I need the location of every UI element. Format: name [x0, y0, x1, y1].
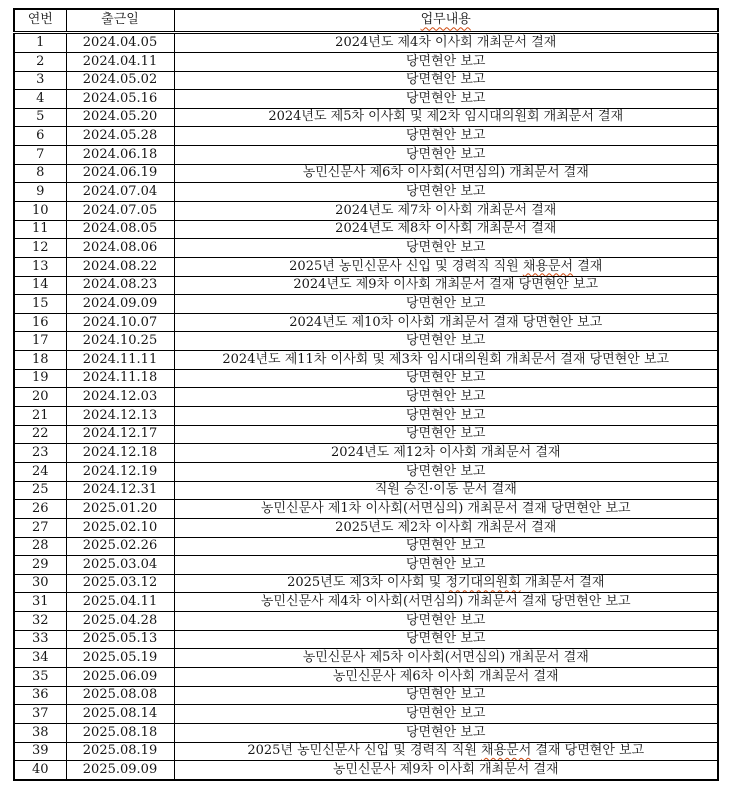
cell-date: 2025.08.14 [66, 705, 174, 724]
cell-no: 34 [14, 649, 66, 668]
table-row [14, 52, 718, 71]
cell-date: 2025.04.11 [66, 593, 174, 612]
cell-no: 11 [14, 220, 66, 239]
table-row [14, 239, 718, 258]
spellcheck-underlined-word: 채용문서 [522, 258, 574, 274]
cell-no: 39 [14, 742, 66, 761]
cell-task: 직원 승진·이동 문서 결재 [174, 481, 718, 500]
table-row [14, 742, 718, 761]
table-header [14, 9, 718, 33]
cell-date: 2025.02.10 [66, 518, 174, 537]
cell-date: 2025.06.09 [66, 668, 174, 687]
table-row [14, 33, 718, 53]
cell-no: 36 [14, 686, 66, 705]
table-row [14, 257, 718, 276]
cell-no: 14 [14, 276, 66, 295]
cell-no: 12 [14, 239, 66, 258]
cell-no: 4 [14, 90, 66, 109]
cell-no: 32 [14, 612, 66, 631]
cell-task: 당면현안 보고 [174, 71, 718, 90]
cell-task: 당면현안 보고 [174, 183, 718, 202]
cell-task: 2024년도 제8차 이사회 개최문서 결재 [174, 220, 718, 239]
cell-date: 2025.08.18 [66, 723, 174, 742]
cell-no: 2 [14, 52, 66, 71]
cell-no: 20 [14, 388, 66, 407]
cell-task: 2025년도 제2차 이사회 개최문서 결재 [174, 518, 718, 537]
table-row [14, 388, 718, 407]
table-row [14, 201, 718, 220]
cell-task: 당면현안 보고 [174, 127, 718, 146]
table-row [14, 276, 718, 295]
cell-no: 30 [14, 574, 66, 593]
cell-date: 2024.08.23 [66, 276, 174, 295]
table-row [14, 500, 718, 519]
cell-task: 당면현안 보고 [174, 723, 718, 742]
cell-task: 당면현안 보고 [174, 388, 718, 407]
cell-task: 농민신문사 제4차 이사회(서면심의) 개최문서 결재 당면현안 보고 [174, 593, 718, 612]
table-row [14, 462, 718, 481]
cell-date: 2024.09.09 [66, 295, 174, 314]
table-row [14, 127, 718, 146]
cell-date: 2024.05.20 [66, 108, 174, 127]
cell-date: 2024.05.02 [66, 71, 174, 90]
table-row [14, 425, 718, 444]
cell-date: 2024.10.07 [66, 313, 174, 332]
col-header-task [174, 9, 718, 33]
cell-date: 2024.05.28 [66, 127, 174, 146]
cell-task: 당면현안 보고 [174, 630, 718, 649]
cell-no: 1 [14, 33, 66, 53]
cell-no: 19 [14, 369, 66, 388]
cell-task: 2024년도 제10차 이사회 개최문서 결재 당면현안 보고 [174, 313, 718, 332]
cell-task: 2025년 농민신문사 신입 및 경력직 직원 채용문서 결재 [174, 257, 718, 276]
cell-task: 당면현안 보고 [174, 686, 718, 705]
table-row [14, 71, 718, 90]
cell-task: 농민신문사 제1차 이사회(서면심의) 개최문서 결재 당면현안 보고 [174, 500, 718, 519]
cell-task: 당면현안 보고 [174, 90, 718, 109]
cell-task: 당면현안 보고 [174, 407, 718, 426]
cell-date: 2024.08.05 [66, 220, 174, 239]
cell-date: 2024.12.18 [66, 444, 174, 463]
cell-no: 37 [14, 705, 66, 724]
cell-no: 17 [14, 332, 66, 351]
cell-date: 2024.04.11 [66, 52, 174, 71]
cell-task: 당면현안 보고 [174, 537, 718, 556]
table-row [14, 556, 718, 575]
table-row [14, 295, 718, 314]
cell-no: 18 [14, 351, 66, 370]
spellcheck-underlined-word: 채용문서 [481, 743, 532, 759]
col-header-no-label: 연번 [27, 12, 53, 28]
cell-task: 당면현안 보고 [174, 556, 718, 575]
cell-task: 당면현안 보고 [174, 425, 718, 444]
cell-no: 8 [14, 164, 66, 183]
cell-no: 24 [14, 462, 66, 481]
cell-date: 2024.10.25 [66, 332, 174, 351]
table-row [14, 518, 718, 537]
cell-task: 농민신문사 제6차 이사회(서면심의) 개최문서 결재 [174, 164, 718, 183]
cell-date: 2025.02.26 [66, 537, 174, 556]
cell-date: 2025.04.28 [66, 612, 174, 631]
cell-task: 2024년도 제12차 이사회 개최문서 결재 [174, 444, 718, 463]
cell-no: 26 [14, 500, 66, 519]
table-header-row [14, 9, 718, 33]
cell-no: 23 [14, 444, 66, 463]
table-row [14, 761, 718, 780]
attendance-table-body [14, 33, 718, 781]
table-row [14, 705, 718, 724]
cell-no: 15 [14, 295, 66, 314]
cell-no: 22 [14, 425, 66, 444]
cell-date: 2024.12.19 [66, 462, 174, 481]
cell-date: 2024.12.03 [66, 388, 174, 407]
cell-task: 2024년도 제11차 이사회 및 제3차 임시대의원회 개최문서 결재 당면현안 보고 [174, 351, 718, 370]
cell-task: 당면현안 보고 [174, 52, 718, 71]
cell-task: 당면현안 보고 [174, 462, 718, 481]
cell-no: 38 [14, 723, 66, 742]
table-row [14, 313, 718, 332]
table-row [14, 332, 718, 351]
table-row [14, 630, 718, 649]
cell-no: 21 [14, 407, 66, 426]
table-row [14, 593, 718, 612]
table-row [14, 146, 718, 165]
cell-no: 31 [14, 593, 66, 612]
cell-no: 5 [14, 108, 66, 127]
cell-date: 2025.09.09 [66, 761, 174, 780]
table-row [14, 668, 718, 687]
table-row [14, 90, 718, 109]
col-header-task-label: 업무내용 [420, 12, 471, 28]
cell-no: 10 [14, 201, 66, 220]
cell-no: 25 [14, 481, 66, 500]
cell-task: 2025년도 제3차 이사회 및 정기대의원회 개최문서 결재 [174, 574, 718, 593]
cell-task: 당면현안 보고 [174, 295, 718, 314]
table-row [14, 649, 718, 668]
cell-no: 13 [14, 257, 66, 276]
col-header-date [66, 9, 174, 33]
table-row [14, 686, 718, 705]
col-header-date-label: 출근일 [101, 12, 139, 28]
table-row [14, 369, 718, 388]
cell-task: 2024년도 제5차 이사회 및 제2차 임시대의원회 개최문서 결재 [174, 108, 718, 127]
cell-date: 2024.08.22 [66, 257, 174, 276]
cell-task: 당면현안 보고 [174, 239, 718, 258]
cell-task: 2024년도 제4차 이사회 개최문서 결재 [174, 33, 718, 53]
cell-date: 2024.11.18 [66, 369, 174, 388]
cell-task: 농민신문사 제5차 이사회(서면심의) 개최문서 결재 [174, 649, 718, 668]
cell-date: 2024.06.18 [66, 146, 174, 165]
table-row [14, 574, 718, 593]
table-row [14, 164, 718, 183]
cell-task: 농민신문사 제9차 이사회 개최문서 결재 [174, 761, 718, 780]
table-row [14, 444, 718, 463]
cell-date: 2025.03.12 [66, 574, 174, 593]
attendance-worklog-table [13, 8, 719, 781]
cell-date: 2024.12.17 [66, 425, 174, 444]
cell-date: 2025.03.04 [66, 556, 174, 575]
cell-date: 2024.08.06 [66, 239, 174, 258]
cell-no: 29 [14, 556, 66, 575]
cell-date: 2025.01.20 [66, 500, 174, 519]
cell-no: 9 [14, 183, 66, 202]
cell-no: 35 [14, 668, 66, 687]
cell-no: 27 [14, 518, 66, 537]
table-row [14, 108, 718, 127]
table-row [14, 723, 718, 742]
table-row [14, 183, 718, 202]
table-row [14, 537, 718, 556]
cell-task: 농민신문사 제6차 이사회 개최문서 결재 [174, 668, 718, 687]
cell-task: 당면현안 보고 [174, 612, 718, 631]
table-row [14, 220, 718, 239]
table-row [14, 481, 718, 500]
cell-task: 2025년 농민신문사 신입 및 경력직 직원 채용문서 결재 당면현안 보고 [174, 742, 718, 761]
cell-task: 당면현안 보고 [174, 705, 718, 724]
cell-date: 2024.06.19 [66, 164, 174, 183]
cell-date: 2025.08.19 [66, 742, 174, 761]
table-row [14, 351, 718, 370]
table-row [14, 407, 718, 426]
cell-date: 2024.12.31 [66, 481, 174, 500]
table-row [14, 612, 718, 631]
spellcheck-underlined-word: 정기대의원회 [445, 575, 521, 591]
cell-no: 6 [14, 127, 66, 146]
cell-task: 2024년도 제9차 이사회 개최문서 결재 당면현안 보고 [174, 276, 718, 295]
cell-date: 2024.12.13 [66, 407, 174, 426]
cell-date: 2025.05.19 [66, 649, 174, 668]
cell-no: 16 [14, 313, 66, 332]
cell-task: 당면현안 보고 [174, 146, 718, 165]
cell-date: 2024.07.04 [66, 183, 174, 202]
cell-no: 28 [14, 537, 66, 556]
cell-task: 당면현안 보고 [174, 332, 718, 351]
cell-no: 40 [14, 761, 66, 780]
cell-task: 2024년도 제7차 이사회 개최문서 결재 [174, 201, 718, 220]
cell-no: 33 [14, 630, 66, 649]
col-header-no [14, 9, 66, 33]
cell-task: 당면현안 보고 [174, 369, 718, 388]
cell-date: 2024.05.16 [66, 90, 174, 109]
cell-no: 7 [14, 146, 66, 165]
cell-date: 2024.11.11 [66, 351, 174, 370]
cell-no: 3 [14, 71, 66, 90]
cell-date: 2024.04.05 [66, 33, 174, 53]
cell-date: 2025.08.08 [66, 686, 174, 705]
cell-date: 2025.05.13 [66, 630, 174, 649]
cell-date: 2024.07.05 [66, 201, 174, 220]
